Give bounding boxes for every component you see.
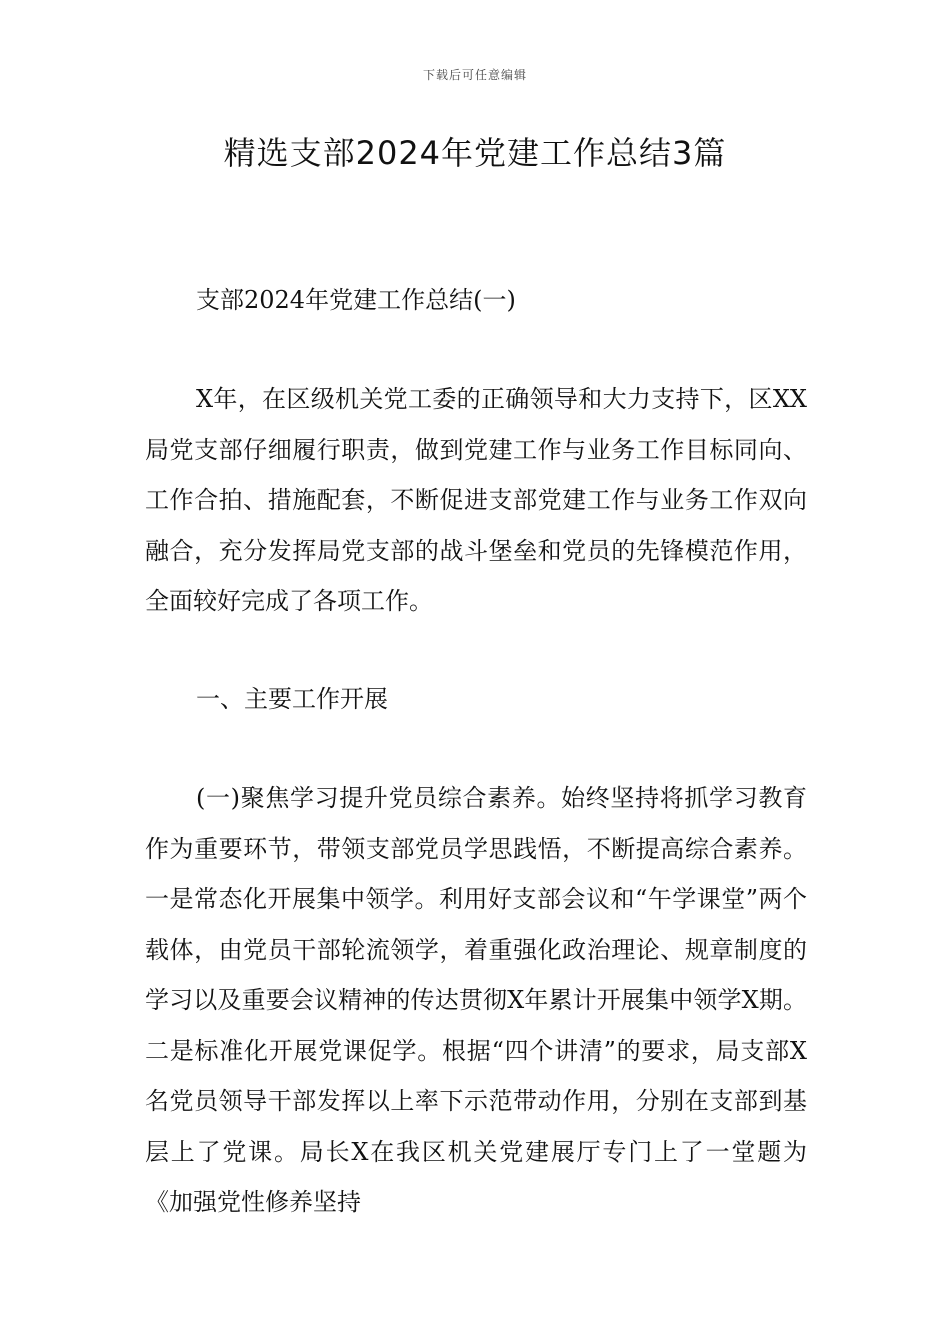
document-title: 精选支部2024年党建工作总结3篇 (223, 134, 727, 172)
document-subtitle: 支部2024年党建工作总结(一) (196, 286, 516, 314)
section-heading: 一、主要工作开展 (196, 685, 388, 713)
section-paragraph: (一)聚焦学习提升党员综合素养。始终坚持将抓学习教育作为重要环节，带领支部党员学思践悟，不断提高综合素养。一是常态化开展集中领学。利用好支部会议和“午学课堂”两个载体，由党员干部轮流领学，着重强化政治理论、规章制度的学习以及重要会议精神的传达贯彻X年累计开展集中领学X期。二是标准化开展党课促学。根据“四个讲清”的要求，局支部X名党员领导干部发挥以上率下示范带动作用，分别在支部到基层上了党课。局长X在我区机关党建展厅专门上了一堂题为《加强党性修养坚持 (145, 784, 807, 1216)
intro-paragraph: X年，在区级机关党工委的正确领导和大力支持下，区XX局党支部仔细履行职责，做到党建工作与业务工作目标同向、工作合拍、措施配套，不断促进支部党建工作与业务工作双向融合，充分发挥局党支部的战斗堡垒和党员的先锋模范作用，全面较好完成了各项工作。 (145, 385, 807, 615)
header-note: 下载后可任意编辑 (422, 68, 527, 82)
